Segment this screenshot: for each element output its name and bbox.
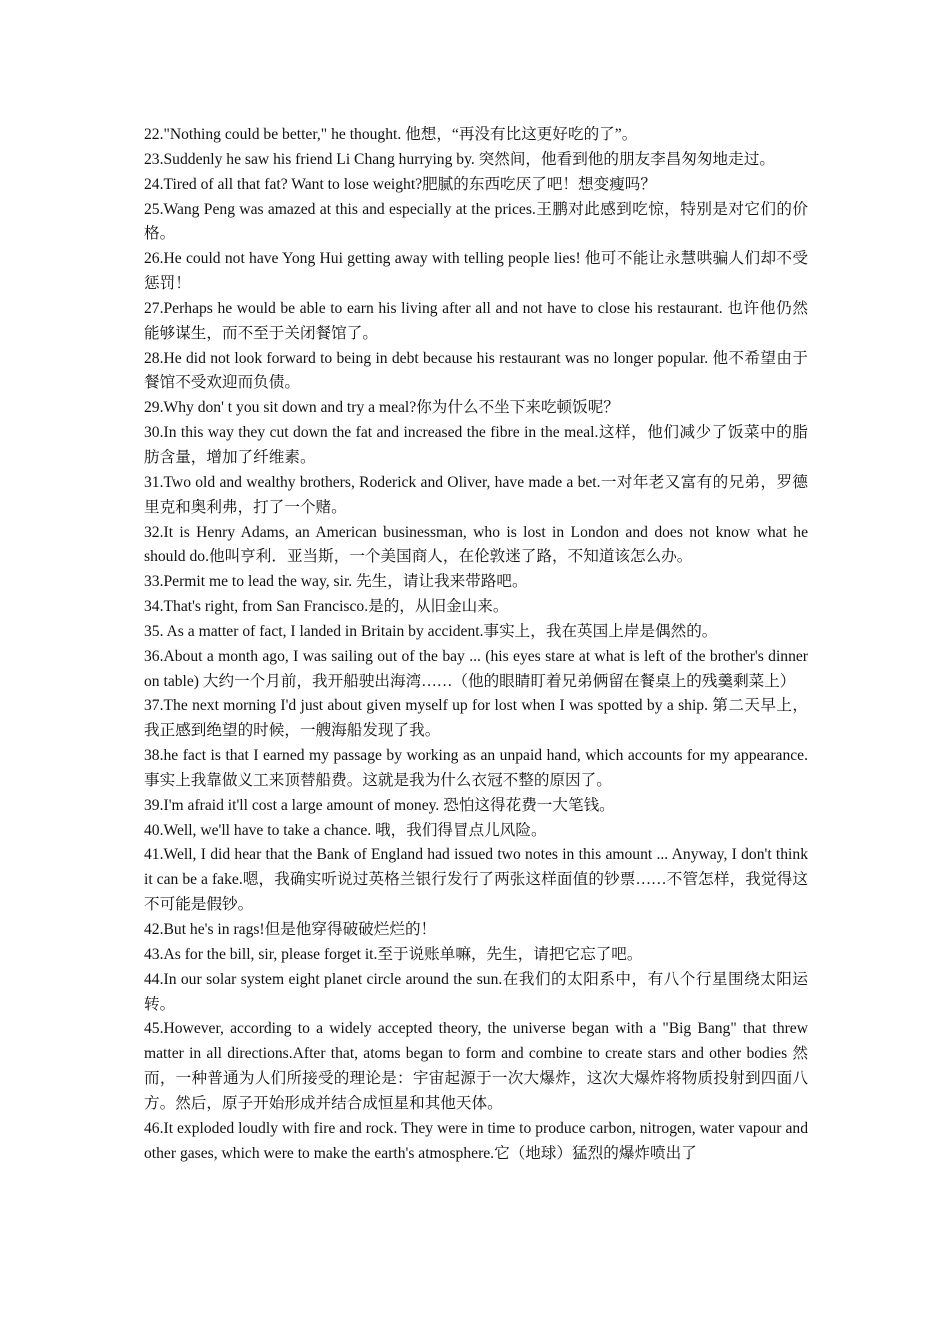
sentence-30	[144, 421, 808, 471]
sentence-text: As a matter of fact, I landed in Britain by accident.事实上，我在英国上岸是偶然的。	[163, 622, 718, 640]
sentence-23	[144, 148, 808, 173]
sentence-number: 42.	[144, 921, 164, 938]
sentence-27	[144, 297, 808, 347]
sentence-text: Two old and wealthy brothers, Roderick and Oliver, have made a bet.一对年老又富有的兄弟，罗德里克和奥利弗，打了一个赌。	[144, 473, 808, 516]
sentence-number: 36.	[144, 647, 164, 665]
sentence-text: However, according to a widely accepted theory, the universe began with a "Big Bang" that threw matter in all directions.After that, atoms began to form and combine to create stars and other bodies 然而，一种普通为人们所接受的理论是：宇宙起源于一次大爆炸，这次大爆炸将物质投射到四面八方。然后，原子开始形成并结合成恒星和其他天体。	[144, 1020, 808, 1112]
sentence-number: 28.	[144, 349, 164, 367]
sentence-text: He did not look forward to being in debt because his restaurant was no longer popular. 他不希望由于餐馆不受欢迎而负债。	[144, 349, 808, 392]
sentence-37	[144, 694, 808, 744]
sentence-text: The next morning I'd just about given myself up for lost when I was spotted by a ship. 第二天早上，我正感到绝望的时候，一艘海船发现了我。	[144, 697, 808, 740]
sentence-number: 40.	[144, 821, 164, 839]
sentence-text: Well, we'll have to take a chance. 哦，我们得冒点儿风险。	[163, 821, 547, 839]
document-body	[144, 123, 808, 1166]
sentence-42	[144, 918, 808, 943]
sentence-22	[144, 123, 808, 148]
sentence-31	[144, 471, 808, 521]
sentence-number: 46.	[144, 1119, 164, 1137]
sentence-text: Permit me to lead the way, sir. 先生，请让我来带路吧。	[163, 573, 528, 591]
sentence-32	[144, 521, 808, 571]
sentence-number: 24.	[144, 175, 164, 193]
sentence-35	[144, 620, 808, 645]
sentence-text: I'm afraid it'll cost a large amount of money. 恐怕这得花费一大笔钱。	[163, 796, 615, 814]
sentence-41	[144, 843, 808, 918]
sentence-number: 38.	[144, 747, 164, 765]
sentence-text: That's right, from San Francisco.是的，从旧金山来。	[163, 598, 509, 616]
sentence-34	[144, 595, 808, 620]
sentence-text: Well, I did hear that the Bank of England had issued two notes in this amount ... Anyway, I don't think it can be a fake.嗯，我确实听说过英格兰银行发行了两张这样面值的钞票……不管怎样，我觉得这不可能是假钞。	[144, 846, 808, 914]
sentence-number: 35.	[144, 622, 164, 640]
sentence-number: 30.	[144, 424, 164, 442]
sentence-text: It exploded loudly with fire and rock. They were in time to produce carbon, nitrogen, water vapour and other gases, which were to make the earth's atmosphere.它（地球）猛烈的爆炸喷出了	[144, 1119, 808, 1162]
sentence-text: It is Henry Adams, an American businessman, who is lost in London and does not know what he should do.他叫亨利．亚当斯，一个美国商人，在伦敦迷了路，不知道该怎么办。	[144, 523, 808, 566]
sentence-text: Wang Peng was amazed at this and especially at the prices.王鹏对此感到吃惊，特别是对它们的价格。	[144, 200, 808, 243]
sentence-43	[144, 943, 808, 968]
sentence-36	[144, 645, 808, 695]
sentence-24	[144, 173, 808, 198]
sentence-number: 39.	[144, 796, 164, 814]
sentence-text: But he's in rags!但是他穿得破破烂烂的！	[163, 921, 437, 938]
sentence-number: 22.	[144, 126, 164, 143]
sentence-45	[144, 1017, 808, 1116]
sentence-number: 34.	[144, 598, 164, 616]
sentence-40	[144, 819, 808, 844]
sentence-33	[144, 570, 808, 595]
sentence-number: 26.	[144, 250, 164, 268]
sentence-26	[144, 247, 808, 297]
sentence-number: 37.	[144, 697, 164, 715]
sentence-number: 23.	[144, 150, 164, 168]
sentence-29	[144, 396, 808, 421]
sentence-44	[144, 968, 808, 1018]
sentence-number: 32.	[144, 523, 164, 541]
sentence-number: 33.	[144, 573, 164, 591]
sentence-25	[144, 198, 808, 248]
sentence-text: Why don' t you sit down and try a meal?你为什么不坐下来吃顿饭呢？	[163, 399, 619, 417]
sentence-text: In our solar system eight planet circle around the sun.在我们的太阳系中，有八个行星围绕太阳运转。	[144, 970, 808, 1013]
sentence-text: As for the bill, sir, please forget it.至于说账单嘛，先生，请把它忘了吧。	[163, 945, 643, 963]
sentence-39	[144, 794, 808, 819]
sentence-text: Suddenly he saw his friend Li Chang hurrying by. 突然间，他看到他的朋友李昌匆匆地走过。	[163, 150, 775, 168]
sentence-text: About a month ago, I was sailing out of the bay ... (his eyes stare at what is left of the brother's dinner on table) 大约一个月前，我开船驶出海湾……（他的眼睛盯着兄弟俩留在餐桌上的残羹剩菜上）	[144, 647, 808, 690]
sentence-28	[144, 347, 808, 397]
sentence-text: Perhaps he would be able to earn his living after all and not have to close his restaurant. 也许他仍然能够谋生，而不至于关闭餐馆了。	[144, 299, 808, 342]
sentence-number: 41.	[144, 846, 164, 864]
sentence-number: 44.	[144, 970, 164, 988]
sentence-46	[144, 1117, 808, 1167]
sentence-text: In this way they cut down the fat and increased the fibre in the meal.这样，他们减少了饭菜中的脂肪含量，增加了纤维素。	[144, 424, 808, 466]
sentence-text: Tired of all that fat? Want to lose weight?肥腻的东西吃厌了吧！想变瘦吗？	[163, 175, 656, 193]
sentence-38	[144, 744, 808, 794]
sentence-number: 29.	[144, 399, 164, 417]
sentence-number: 45.	[144, 1020, 164, 1038]
sentence-text: he fact is that I earned my passage by working as an unpaid hand, which accounts for my appearance. 事实上我靠做义工来顶替船费。这就是我为什么衣冠不整的原因了。	[144, 747, 808, 789]
sentence-text: "Nothing could be better," he thought. 他想，“再没有比这更好吃的了”。	[163, 126, 638, 143]
sentence-number: 27.	[144, 299, 164, 317]
sentence-number: 43.	[144, 945, 164, 963]
sentence-text: He could not have Yong Hui getting away with telling people lies! 他可不能让永慧哄骗人们却不受惩罚！	[144, 250, 808, 293]
sentence-number: 31.	[144, 473, 164, 491]
sentence-number: 25.	[144, 200, 164, 218]
